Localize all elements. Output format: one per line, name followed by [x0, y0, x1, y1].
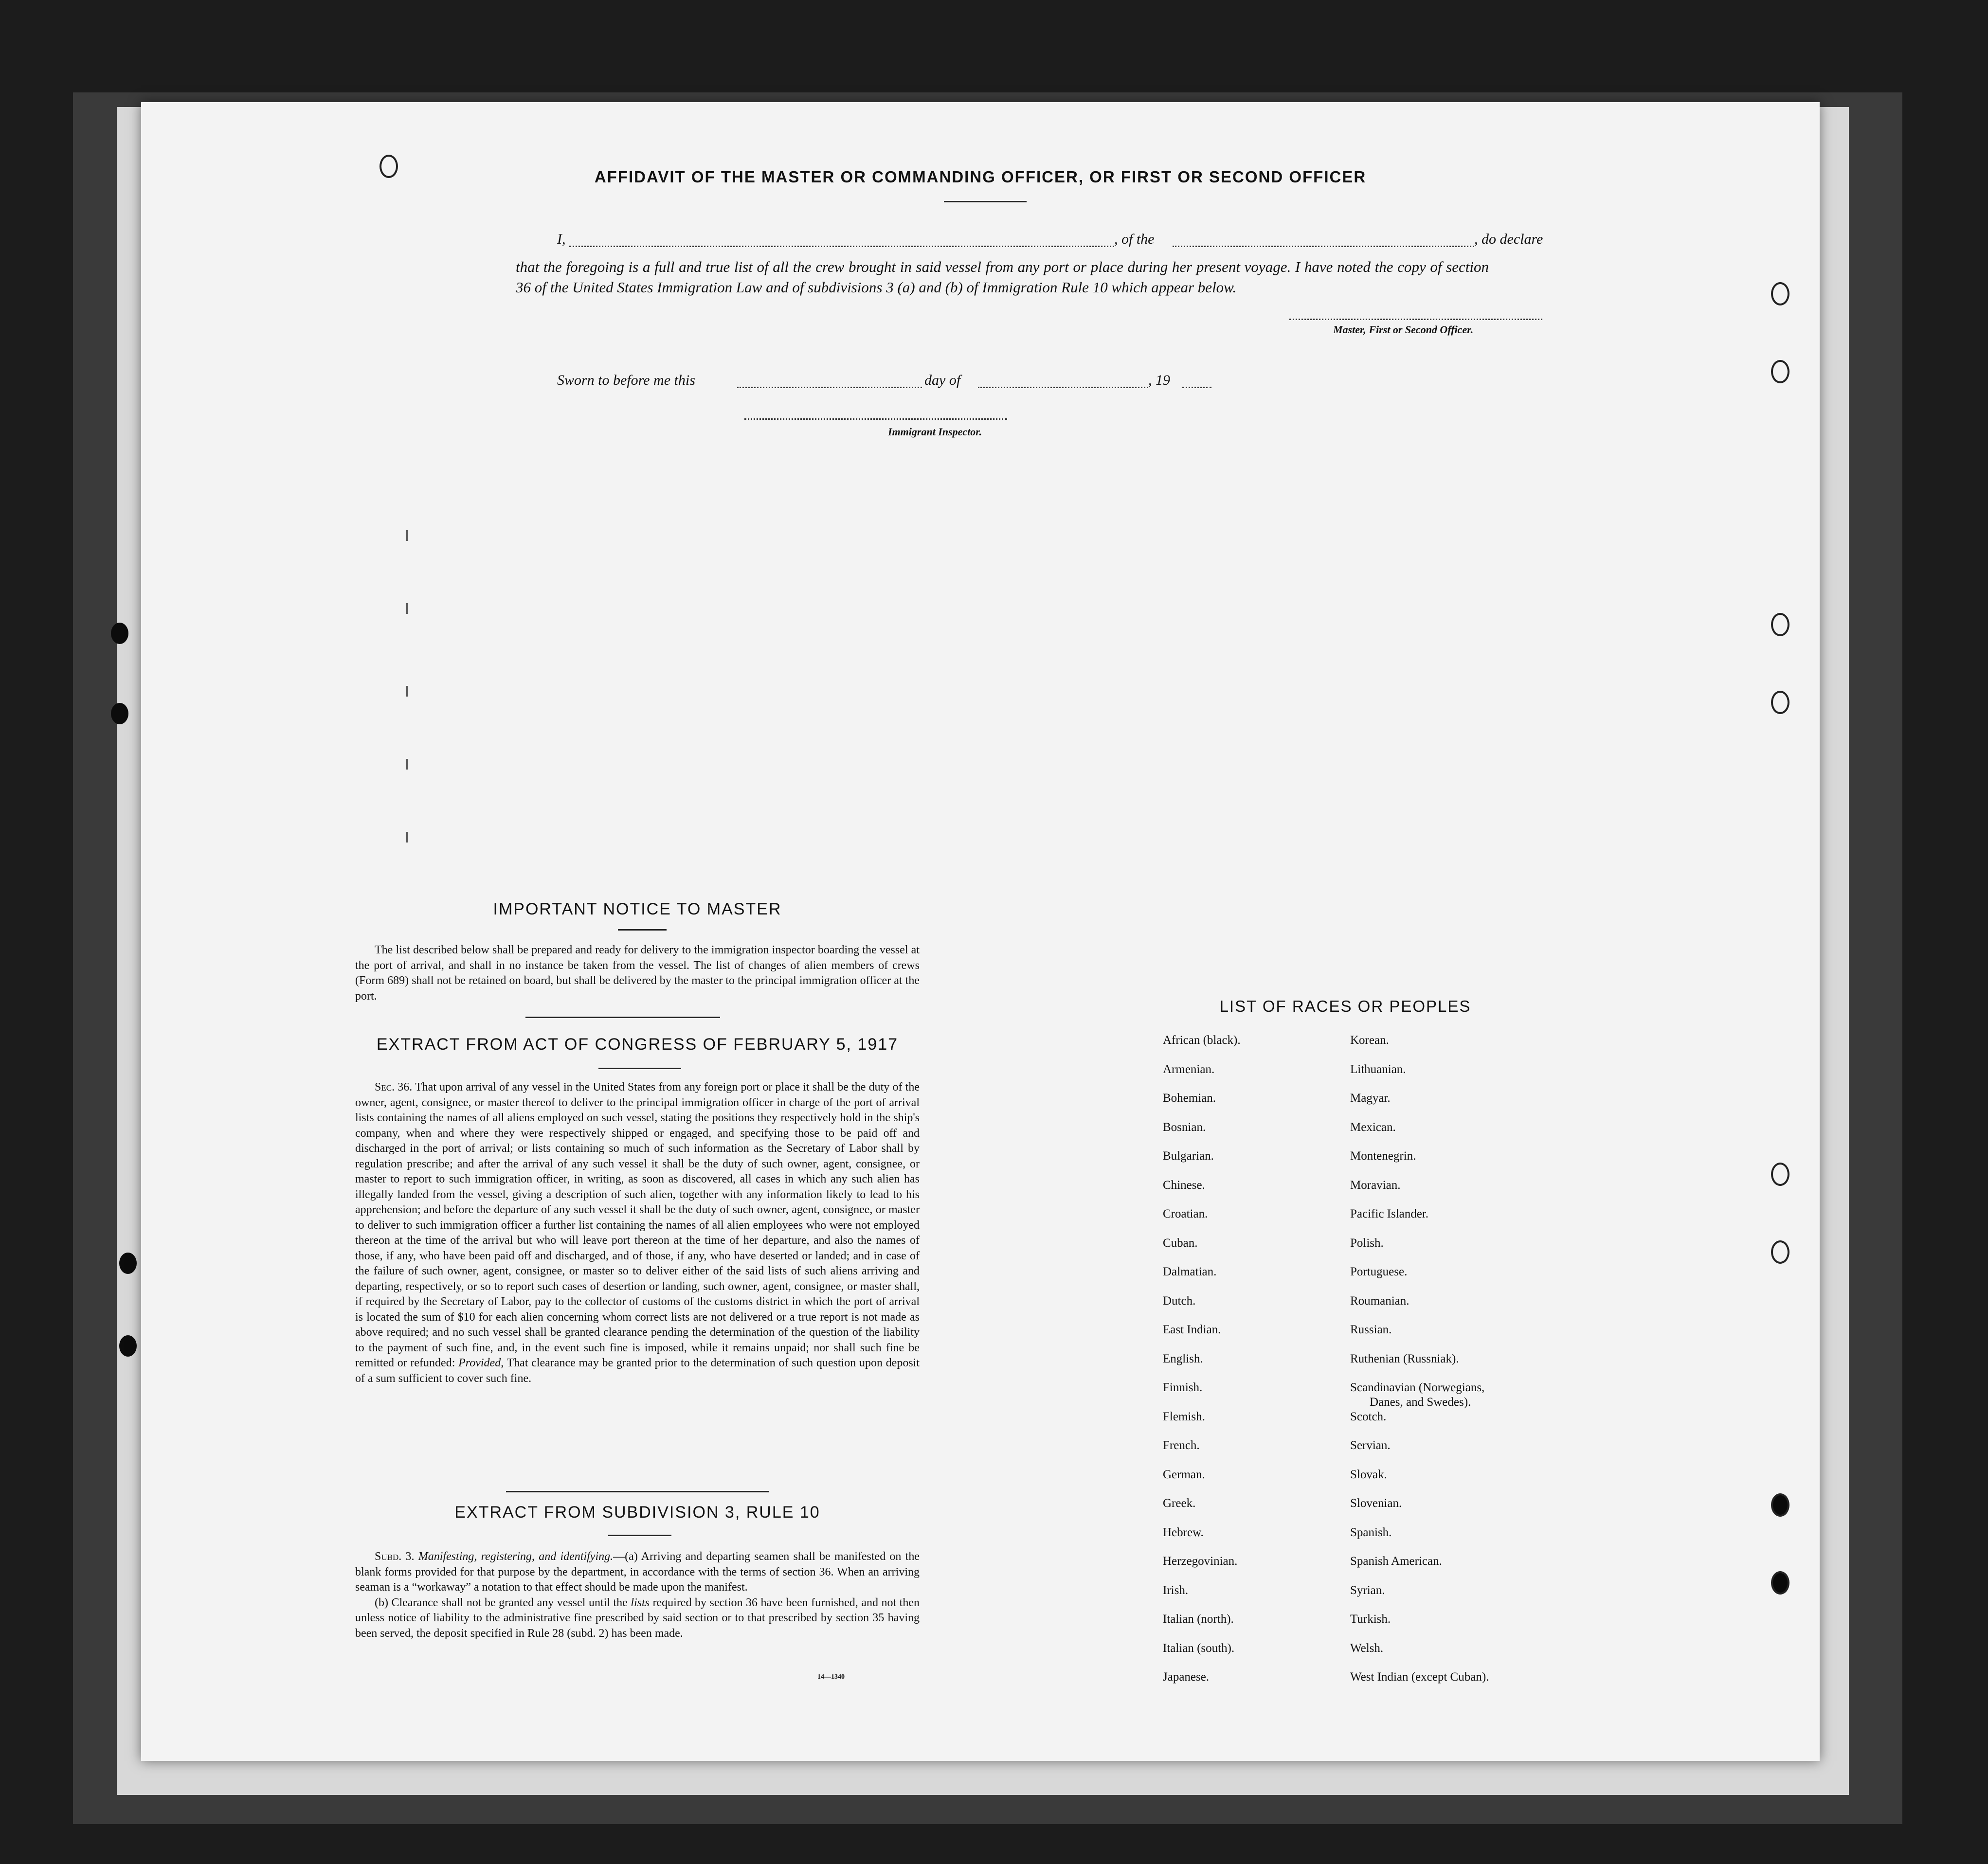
race-item: French. — [1163, 1439, 1200, 1452]
act-title: EXTRACT FROM ACT OF CONGRESS OF FEBRUARY 5, 1917 — [376, 1035, 899, 1054]
race-item: Irish. — [1163, 1584, 1189, 1597]
sworn-label: Sworn to before me this — [557, 372, 695, 388]
races-title: LIST OF RACES OR PEOPLES — [1219, 997, 1471, 1015]
race-item: Ruthenian (Russniak). — [1350, 1352, 1459, 1365]
inspector-signature-blank — [744, 418, 1007, 420]
sworn-year-blank — [1182, 387, 1211, 388]
race-item: Scandinavian (Norwegians, — [1350, 1381, 1485, 1394]
race-item: Polish. — [1350, 1237, 1384, 1250]
binder-hole — [119, 1253, 137, 1274]
punch-hole — [1771, 1163, 1789, 1186]
race-item: Danes, and Swedes). — [1370, 1396, 1471, 1409]
race-item: Portuguese. — [1350, 1265, 1408, 1278]
name-blank — [569, 246, 1114, 247]
binder-hole — [111, 703, 128, 724]
punch-hole — [1771, 613, 1789, 636]
race-item: Lithuanian. — [1350, 1063, 1406, 1076]
race-item: English. — [1163, 1352, 1203, 1365]
affidavit-declare-label: , do declare — [1474, 231, 1543, 247]
race-item: Montenegrin. — [1350, 1149, 1416, 1163]
race-item: Spanish. — [1350, 1526, 1392, 1539]
race-item: Turkish. — [1350, 1613, 1391, 1626]
race-item: German. — [1163, 1468, 1205, 1481]
race-item: Bulgarian. — [1163, 1149, 1214, 1163]
race-item: Roumanian. — [1350, 1294, 1410, 1308]
race-item: Korean. — [1350, 1034, 1389, 1047]
race-item: Syrian. — [1350, 1584, 1385, 1597]
subd-heading: Manifesting, registering, and identifying. — [418, 1550, 614, 1563]
binder-hole — [119, 1335, 137, 1357]
race-item: West Indian (except Cuban). — [1350, 1670, 1489, 1684]
race-item: Italian (north). — [1163, 1613, 1234, 1626]
race-item: Dalmatian. — [1163, 1265, 1217, 1278]
margin-mark — [406, 759, 408, 770]
margin-mark — [406, 686, 408, 697]
subd-b-text-2: required by section 36 have been furnished, and not then unless notice of liability to the administrative fine prescribed by said section or to that prescribed by section 35 having been served, the deposit specified in Rule 28 (subd. 2) has been made. — [355, 1596, 920, 1640]
race-item: Russian. — [1350, 1323, 1392, 1336]
document-page — [141, 102, 1820, 1761]
race-item: Magyar. — [1350, 1092, 1391, 1105]
subd-a-text: —(a) Arriving and departing seamen shall be manifested on the blank forms provided for that purpose by the department, in accordance with the terms of section 36. When an arriving seaman is a “workaway” a notation to that effect should be made upon the manifest. — [355, 1550, 920, 1594]
race-item: Spanish American. — [1350, 1555, 1442, 1568]
race-item: Dutch. — [1163, 1294, 1196, 1308]
act-body — [355, 1080, 920, 1386]
proviso-text: That clearance may be granted prior to the determination of such question upon deposit of a sum sufficient to cover such fine. — [355, 1357, 920, 1385]
margin-mark — [406, 603, 408, 614]
affidavit-title: AFFIDAVIT OF THE MASTER OR COMMANDING OFFICER, OR FIRST OR SECOND OFFICER — [594, 168, 1367, 186]
race-item: Japanese. — [1163, 1670, 1210, 1684]
title-underline — [944, 201, 1027, 202]
race-item: Finnish. — [1163, 1381, 1203, 1394]
race-item: Slovak. — [1350, 1468, 1387, 1481]
affidavit-body: that the foregoing is a full and true list of all the crew brought in said vessel from any port or place during her present voyage. I have noted the copy of section 36 of the United States Immigration Law and of subdivisions 3 (a) and (b) of Immigration Rule 10 which appear below. — [516, 258, 1489, 296]
race-item: Moravian. — [1350, 1179, 1401, 1192]
subd-b-label: (b) — [375, 1596, 388, 1609]
race-item: Armenian. — [1163, 1063, 1215, 1076]
subd-b-paragraph — [355, 1595, 920, 1642]
subd-b-text-1: Clearance shall not be granted any vessel until the — [391, 1596, 628, 1609]
race-item: Cuban. — [1163, 1237, 1198, 1250]
signature-label: Master, First or Second Officer. — [1333, 323, 1474, 336]
punch-hole — [1771, 691, 1789, 714]
affidavit-of-the-label: , of the — [1114, 231, 1155, 247]
race-item: Croatian. — [1163, 1207, 1208, 1220]
sworn-date-blank — [737, 387, 922, 388]
subd-a-paragraph — [355, 1549, 920, 1595]
punch-hole — [1771, 1571, 1789, 1595]
race-item: Chinese. — [1163, 1179, 1205, 1192]
race-item: Greek. — [1163, 1497, 1196, 1510]
race-item: Pacific Islander. — [1350, 1207, 1429, 1220]
race-item: African (black). — [1163, 1034, 1241, 1047]
rule-body — [355, 1549, 920, 1641]
race-item: Bohemian. — [1163, 1092, 1216, 1105]
race-item: Bosnian. — [1163, 1121, 1206, 1134]
sworn-year-label: , 19 — [1148, 372, 1170, 388]
notice-body: The list described below shall be prepared and ready for delivery to the immigration inspector boarding the vessel at the port of arrival, and shall in no instance be taken from the vessel. The list of changes of alien members of crews (Form 689) shall not be retained on board, but shall be delivered by the master to the principal immigration officer at the port. — [355, 944, 920, 1003]
race-item: Welsh. — [1350, 1642, 1384, 1655]
rule-title: EXTRACT FROM SUBDIVISION 3, RULE 10 — [454, 1503, 820, 1522]
punch-hole — [1771, 1493, 1789, 1517]
race-item: Mexican. — [1350, 1121, 1396, 1134]
section-divider — [525, 1017, 720, 1018]
race-item: Italian (south). — [1163, 1642, 1235, 1655]
binder-hole — [111, 623, 128, 644]
sec-36-text: That upon arrival of any vessel in the United States from any foreign port or place it shall be the duty of the owner, agent, consignee, or master thereof to deliver to the principal immigration officer in charge of the port of arrival lists containing the names of all aliens employed on such vessel, stating the positions they respectively hold in the ship's company, when and where they were respectively shipped or engaged, and specifying those to be paid off and discharged in the port of arrival; or lists containing so much of such information as the Secretary of Labor shall by regulation prescribe; and after the arrival of any such vessel it shall be the duty of such owner, agent, consignee, or master to report to such immigration officer, in writing, as soon as discovered, all cases in which any such alien has illegally landed from the vessel, giving a description of such alien, together with any information likely to lead to his apprehension; and before the departure of any such vessel it shall be the duty of such owner, agent, consignee, or master to deliver to such immigration officer a further list containing the names of all alien employees who were not employed thereon at the time of the arrival but who will leave port thereon at the time of her departure, and also the names of those, if any, who have been paid off and discharged, and of those, if any, who have deserted or landed; and in case of the failure of such owner, agent, consignee, or master so to deliver either of the said lists of such aliens arriving and departing, respectively, or so to report such cases of desertion or landing, such owner, agent, consignee, or master shall, if required by the Secretary of Labor, pay to the collector of customs of the customs district in which the port of arrival is located the sum of $10 for each alien concerning whom correct lists are not delivered or a true report is not made as above required; and no such vessel shall be granted clearance pending the determination of the question of the liability to the payment of such fine, and, in the event such fine is imposed, while it remains unpaid; nor shall such fine be remitted or refunded: — [355, 1081, 920, 1369]
signature-blank — [1289, 319, 1542, 320]
race-item: Servian. — [1350, 1439, 1391, 1452]
sec-label: Sec. 36. — [375, 1081, 413, 1093]
act-underline — [598, 1068, 681, 1069]
race-item: Scotch. — [1350, 1410, 1387, 1423]
affidavit-i-label: I, — [557, 231, 566, 247]
race-item: Hebrew. — [1163, 1526, 1204, 1539]
margin-mark — [406, 530, 408, 541]
race-item: Flemish. — [1163, 1410, 1205, 1423]
notice-underline — [618, 929, 667, 931]
vessel-blank — [1173, 246, 1474, 247]
punch-hole — [1771, 1240, 1789, 1264]
section-divider — [506, 1491, 769, 1492]
proviso-label: Provided, — [458, 1357, 504, 1369]
punch-hole — [1771, 360, 1789, 383]
inspector-label: Immigrant Inspector. — [888, 426, 982, 438]
subd-label: Subd. 3. — [375, 1550, 415, 1563]
sworn-month-blank — [978, 387, 1148, 388]
sworn-day-label: day of — [924, 372, 961, 388]
race-item: Herzegovinian. — [1163, 1555, 1238, 1568]
notice-title: IMPORTANT NOTICE TO MASTER — [493, 900, 782, 918]
rule-underline — [608, 1535, 671, 1536]
race-item: Slovenian. — [1350, 1497, 1402, 1510]
race-item: East Indian. — [1163, 1323, 1221, 1336]
margin-mark — [406, 832, 408, 842]
subd-b-lists: lists — [631, 1596, 650, 1609]
punch-hole — [1771, 282, 1789, 305]
form-number: 14—1340 — [817, 1673, 845, 1681]
